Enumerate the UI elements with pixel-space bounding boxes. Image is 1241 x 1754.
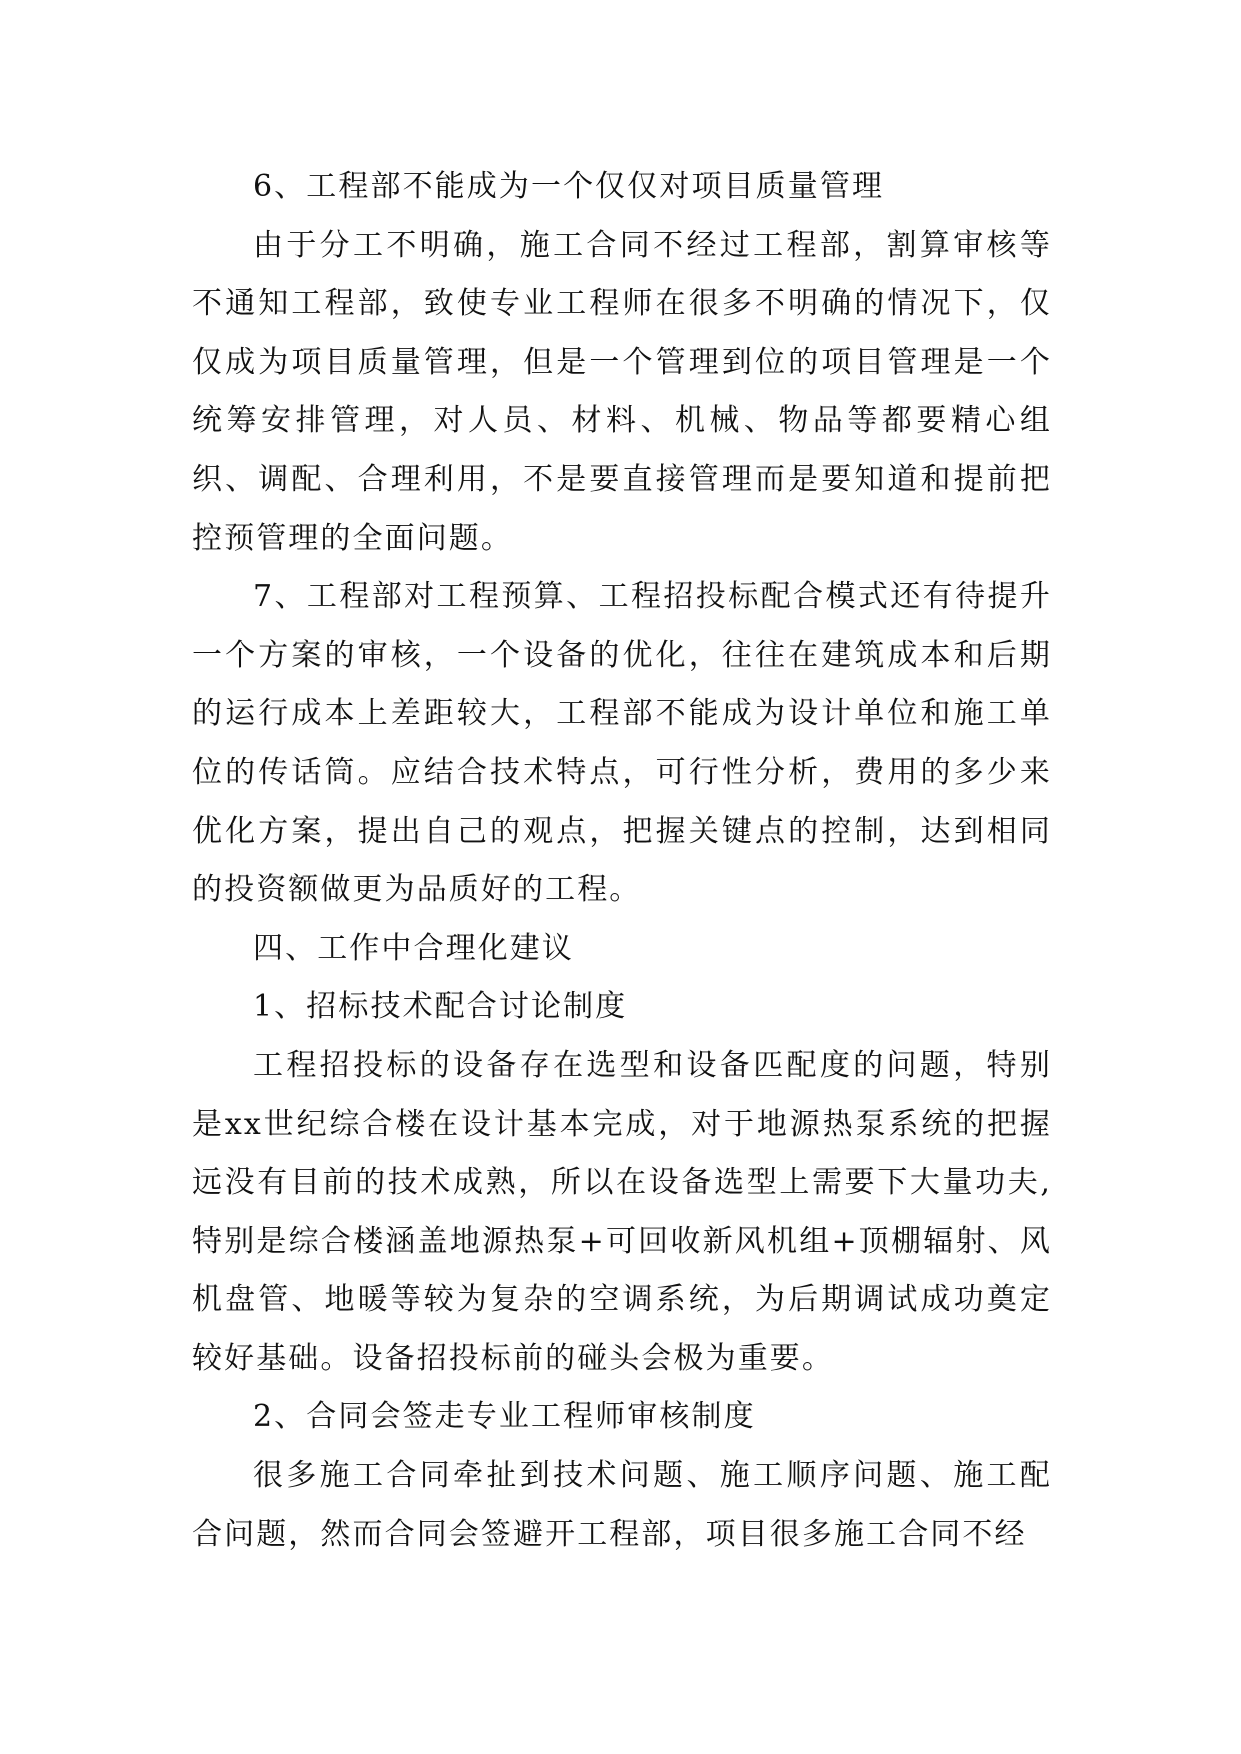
paragraph-section-7: 7、工程部对工程预算、工程招投标配合模式还有待提升一个方案的审核，一个设备的优化，往往在建筑成本和后期的运行成本上差距较大，工程部不能成为设计单位和施工单位的传话筒。应结合技术特点，可行性分析，费用的多少来优化方案，提出自己的观点，把握关键点的控制，达到相同的投资额做更为品质好的工程。	[192, 579, 1052, 908]
paragraph-contract-countersign: 很多施工合同牵扯到技术问题、施工顺序问题、施工配合问题，然而合同会签避开工程部，项目很多施工合同不经	[192, 1458, 1052, 1552]
document-body	[192, 158, 1052, 1564]
section-heading-4: 四、工作中合理化建议	[253, 930, 574, 966]
paragraph-bidding-equipment: 工程招投标的设备存在选型和设备匹配度的问题，特别是xx世纪综合楼在设计基本完成，对于地源热泵系统的把握远没有目前的技术成熟，所以在设备选型上需要下大量功夫,特别是综合楼涵盖地源热泵+可回收新风机组+顶棚辐射、风机盘管、地暖等较为复杂的空调系统，为后期调试成功奠定较好基础。设备招投标前的碰头会极为重要。	[192, 1047, 1052, 1376]
section-heading-6: 6、工程部不能成为一个仅仅对项目质量管理	[253, 169, 885, 204]
subheading-1: 1、招标技术配合讨论制度	[253, 989, 628, 1025]
paragraph-division-of-labor: 由于分工不明确，施工合同不经过工程部，割算审核等不通知工程部，致使专业工程师在很多不明确的情况下，仅仅成为项目质量管理，但是一个管理到位的项目管理是一个统筹安排管理，对人员、材料、机械、物品等都要精心组织、调配、合理利用，不是要直接管理而是要知道和提前把控预管理的全面问题。	[192, 227, 1052, 556]
subheading-2: 2、合同会签走专业工程师审核制度	[253, 1399, 756, 1435]
